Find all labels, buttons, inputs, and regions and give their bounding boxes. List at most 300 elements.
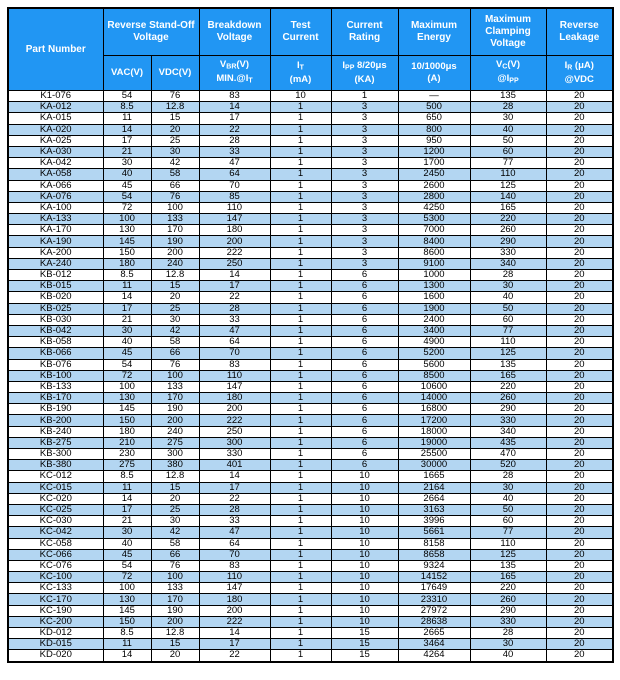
value-cell: 220 [470, 214, 546, 225]
value-cell: 40 [103, 337, 151, 348]
value-cell: 20 [546, 370, 613, 381]
table-row [8, 180, 613, 191]
table-row [8, 583, 613, 594]
value-cell: 100 [151, 202, 199, 213]
value-cell: 15 [151, 639, 199, 650]
header-sub-cell: VDC(V) [151, 56, 199, 91]
value-cell: 20 [546, 460, 613, 471]
table-row [8, 650, 613, 662]
value-cell: 20 [546, 639, 613, 650]
value-cell: 1 [270, 225, 331, 236]
value-cell: 1 [270, 258, 331, 269]
table-row [8, 214, 613, 225]
part-number-cell: KB-200 [8, 415, 103, 426]
value-cell: 42 [151, 158, 199, 169]
value-cell: 135 [470, 359, 546, 370]
part-number-cell: KB-012 [8, 270, 103, 281]
value-cell: 1 [270, 393, 331, 404]
value-cell: 72 [103, 202, 151, 213]
value-cell: 500 [398, 102, 470, 113]
value-cell: 22 [199, 124, 270, 135]
part-number-cell: KC-170 [8, 594, 103, 605]
value-cell: 28 [199, 504, 270, 515]
table-row [8, 270, 613, 281]
value-cell: 1 [270, 482, 331, 493]
value-cell: 200 [151, 616, 199, 627]
value-cell: 30 [103, 325, 151, 336]
value-cell: 1 [270, 158, 331, 169]
table-row [8, 449, 613, 460]
table-row [8, 516, 613, 527]
value-cell: 1 [270, 415, 331, 426]
value-cell: 10 [331, 616, 398, 627]
value-cell: 20 [546, 91, 613, 102]
value-cell: 1 [270, 146, 331, 157]
value-cell: 6 [331, 437, 398, 448]
value-cell: 25 [151, 135, 199, 146]
value-cell: 950 [398, 135, 470, 146]
value-cell: 70 [199, 180, 270, 191]
value-cell: 12.8 [151, 628, 199, 639]
value-cell: 27972 [398, 605, 470, 616]
value-cell: 110 [470, 538, 546, 549]
value-cell: 15 [151, 281, 199, 292]
value-cell: 6 [331, 393, 398, 404]
value-cell: 5600 [398, 359, 470, 370]
value-cell: 3 [331, 247, 398, 258]
value-cell: 58 [151, 538, 199, 549]
value-cell: 290 [470, 236, 546, 247]
value-cell: 17 [103, 135, 151, 146]
table-row [8, 337, 613, 348]
value-cell: 200 [151, 247, 199, 258]
table-row [8, 292, 613, 303]
table-row [8, 236, 613, 247]
value-cell: 3400 [398, 325, 470, 336]
value-cell: 180 [199, 393, 270, 404]
value-cell: 1 [270, 191, 331, 202]
value-cell: 3 [331, 180, 398, 191]
value-cell: 6 [331, 270, 398, 281]
value-cell: 3163 [398, 504, 470, 515]
table-row [8, 404, 613, 415]
subscript-text: BR [226, 63, 237, 70]
value-cell: 10 [331, 560, 398, 571]
value-cell: 20 [546, 616, 613, 627]
value-cell: 30 [470, 113, 546, 124]
value-cell: 222 [199, 616, 270, 627]
value-cell: 200 [151, 415, 199, 426]
value-cell: 14 [199, 270, 270, 281]
value-cell: 42 [151, 325, 199, 336]
value-cell: 145 [103, 236, 151, 247]
table-row [8, 348, 613, 359]
value-cell: 150 [103, 247, 151, 258]
part-number-cell: KC-042 [8, 527, 103, 538]
value-cell: 6 [331, 359, 398, 370]
value-cell: 20 [546, 628, 613, 639]
value-cell: 1 [270, 124, 331, 135]
value-cell: 20 [546, 549, 613, 560]
value-cell: 22 [199, 493, 270, 504]
value-cell: 1 [270, 549, 331, 560]
value-cell: 20 [546, 572, 613, 583]
value-cell: 3996 [398, 516, 470, 527]
value-cell: 4264 [398, 650, 470, 662]
value-cell: 165 [470, 572, 546, 583]
value-cell: 3 [331, 169, 398, 180]
value-cell: 60 [470, 516, 546, 527]
value-cell: 330 [470, 247, 546, 258]
value-cell: 5300 [398, 214, 470, 225]
value-cell: 8.5 [103, 270, 151, 281]
value-cell: 16800 [398, 404, 470, 415]
value-cell: 14 [103, 292, 151, 303]
value-cell: 50 [470, 303, 546, 314]
value-cell: 72 [103, 370, 151, 381]
value-cell: 2450 [398, 169, 470, 180]
value-cell: 83 [199, 91, 270, 102]
value-cell: 145 [103, 404, 151, 415]
header-sub-cell: IT (mA) [270, 56, 331, 91]
part-number-cell: KC-020 [8, 493, 103, 504]
value-cell: 45 [103, 180, 151, 191]
value-cell: 220 [470, 583, 546, 594]
value-cell: 1 [270, 236, 331, 247]
value-cell: 2400 [398, 314, 470, 325]
value-cell: 25 [151, 504, 199, 515]
value-cell: 2665 [398, 628, 470, 639]
value-cell: 20 [546, 348, 613, 359]
value-cell: 3 [331, 236, 398, 247]
part-number-cell: KD-012 [8, 628, 103, 639]
part-number-cell: KB-300 [8, 449, 103, 460]
value-cell: 20 [546, 415, 613, 426]
value-cell: 58 [151, 337, 199, 348]
part-number-cell: KC-190 [8, 605, 103, 616]
header-group-maximum-clamping-voltage: Maximum Clamping Voltage [470, 8, 546, 56]
table-row [8, 169, 613, 180]
value-cell: 15 [331, 650, 398, 662]
value-cell: 83 [199, 359, 270, 370]
part-number-cell: KC-100 [8, 572, 103, 583]
value-cell: 6 [331, 337, 398, 348]
value-cell: 17200 [398, 415, 470, 426]
value-cell: 125 [470, 549, 546, 560]
value-cell: 54 [103, 359, 151, 370]
value-cell: 20 [546, 325, 613, 336]
part-number-cell: K1-076 [8, 91, 103, 102]
value-cell: 10 [331, 527, 398, 538]
part-number-cell: KD-015 [8, 639, 103, 650]
table-row [8, 370, 613, 381]
subscript-text: PP [509, 77, 519, 85]
value-cell: 7000 [398, 225, 470, 236]
table-row [8, 628, 613, 639]
value-cell: 14 [103, 124, 151, 135]
value-cell: 30 [151, 146, 199, 157]
value-cell: 9324 [398, 560, 470, 571]
value-cell: 520 [470, 460, 546, 471]
value-cell: 1 [270, 527, 331, 538]
value-cell: 125 [470, 348, 546, 359]
value-cell: 54 [103, 91, 151, 102]
value-cell: 1 [270, 460, 331, 471]
value-cell: 17 [103, 303, 151, 314]
value-cell: 20 [546, 146, 613, 157]
value-cell: 6 [331, 449, 398, 460]
value-cell: 77 [470, 527, 546, 538]
value-cell: 10 [270, 91, 331, 102]
part-number-cell: KB-170 [8, 393, 103, 404]
value-cell: 145 [103, 605, 151, 616]
subscript-text: R [567, 64, 573, 72]
value-cell: 260 [470, 594, 546, 605]
value-cell: 1 [270, 102, 331, 113]
value-cell: 6 [331, 325, 398, 336]
part-number-cell: KA-030 [8, 146, 103, 157]
value-cell: 6 [331, 370, 398, 381]
value-cell: 100 [151, 370, 199, 381]
value-cell: 133 [151, 381, 199, 392]
value-cell: 10 [331, 538, 398, 549]
table-row [8, 258, 613, 269]
value-cell: 240 [151, 426, 199, 437]
value-cell: 17 [103, 504, 151, 515]
value-cell: 20 [546, 236, 613, 247]
part-number-cell: KA-015 [8, 113, 103, 124]
value-cell: 1 [270, 538, 331, 549]
value-cell: 200 [199, 404, 270, 415]
value-cell: 1 [270, 605, 331, 616]
value-cell: 20 [546, 471, 613, 482]
value-cell: 470 [470, 449, 546, 460]
value-cell: 15 [331, 628, 398, 639]
value-cell: 17 [199, 113, 270, 124]
value-cell: 1 [270, 381, 331, 392]
value-cell: 1 [270, 628, 331, 639]
value-cell: 110 [199, 572, 270, 583]
value-cell: 330 [470, 616, 546, 627]
value-cell: 20 [151, 650, 199, 662]
value-cell: 77 [470, 158, 546, 169]
value-cell: 435 [470, 437, 546, 448]
value-cell: 1 [270, 270, 331, 281]
value-cell: 200 [199, 605, 270, 616]
part-number-header: Part Number [8, 8, 103, 91]
table-row [8, 460, 613, 471]
value-cell: 22 [199, 292, 270, 303]
value-cell: 40 [470, 650, 546, 662]
value-cell: 45 [103, 348, 151, 359]
value-cell: 45 [103, 549, 151, 560]
value-cell: 20 [546, 650, 613, 662]
value-cell: 4250 [398, 202, 470, 213]
value-cell: 20 [546, 381, 613, 392]
value-cell: 77 [470, 325, 546, 336]
header-sub-cell: VC(V) @IPP [470, 56, 546, 91]
value-cell: 180 [103, 258, 151, 269]
value-cell: 3 [331, 113, 398, 124]
value-cell: 30 [151, 516, 199, 527]
value-cell: 6 [331, 404, 398, 415]
value-cell: 8658 [398, 549, 470, 560]
table-row [8, 549, 613, 560]
value-cell: 1 [270, 639, 331, 650]
part-number-cell: KA-133 [8, 214, 103, 225]
value-cell: 20 [546, 393, 613, 404]
value-cell: 165 [470, 202, 546, 213]
header-group-breakdown-voltage: Breakdown Voltage [199, 8, 270, 56]
part-number-cell: KA-025 [8, 135, 103, 146]
value-cell: 130 [103, 393, 151, 404]
value-cell: 20 [546, 314, 613, 325]
header-group-reverse-stand-off-voltage: Reverse Stand-Off Voltage [103, 8, 199, 56]
value-cell: 1 [270, 348, 331, 359]
value-cell: 100 [151, 572, 199, 583]
value-cell: 14 [199, 471, 270, 482]
value-cell: 180 [199, 594, 270, 605]
value-cell: 340 [470, 426, 546, 437]
value-cell: 9100 [398, 258, 470, 269]
value-cell: 76 [151, 359, 199, 370]
value-cell: 1200 [398, 146, 470, 157]
value-cell: 135 [470, 91, 546, 102]
table-row [8, 605, 613, 616]
value-cell: 1 [270, 325, 331, 336]
value-cell: 130 [103, 225, 151, 236]
value-cell: 3 [331, 158, 398, 169]
value-cell: 133 [151, 583, 199, 594]
table-row [8, 594, 613, 605]
table-row [8, 572, 613, 583]
value-cell: 300 [151, 449, 199, 460]
value-cell: 380 [151, 460, 199, 471]
value-cell: 20 [546, 404, 613, 415]
value-cell: 64 [199, 337, 270, 348]
value-cell: 340 [470, 258, 546, 269]
value-cell: 14 [199, 102, 270, 113]
value-cell: 1 [270, 359, 331, 370]
value-cell: 20 [546, 124, 613, 135]
value-cell: 20 [546, 180, 613, 191]
value-cell: 3 [331, 102, 398, 113]
table-row [8, 560, 613, 571]
value-cell: 66 [151, 549, 199, 560]
value-cell: 2600 [398, 180, 470, 191]
value-cell: 20 [546, 258, 613, 269]
value-cell: 25500 [398, 449, 470, 460]
value-cell: 15 [151, 113, 199, 124]
value-cell: 76 [151, 91, 199, 102]
table-row [8, 616, 613, 627]
value-cell: 33 [199, 314, 270, 325]
value-cell: 40 [470, 292, 546, 303]
value-cell: 28 [470, 270, 546, 281]
value-cell: 20 [546, 359, 613, 370]
part-number-cell: KB-275 [8, 437, 103, 448]
part-number-cell: KB-380 [8, 460, 103, 471]
value-cell: 6 [331, 381, 398, 392]
value-cell: 110 [470, 337, 546, 348]
value-cell: 1 [270, 594, 331, 605]
value-cell: 20 [546, 292, 613, 303]
part-number-cell: KB-133 [8, 381, 103, 392]
value-cell: 50 [470, 135, 546, 146]
value-cell: 2664 [398, 493, 470, 504]
value-cell: 20 [546, 225, 613, 236]
value-cell: 222 [199, 415, 270, 426]
value-cell: 14 [103, 650, 151, 662]
value-cell: 6 [331, 415, 398, 426]
value-cell: 20 [546, 594, 613, 605]
part-number-cell: KB-025 [8, 303, 103, 314]
table-row [8, 415, 613, 426]
value-cell: 20 [151, 124, 199, 135]
value-cell: 10 [331, 572, 398, 583]
value-cell: 58 [151, 169, 199, 180]
value-cell: 240 [151, 258, 199, 269]
value-cell: 10 [331, 583, 398, 594]
value-cell: 401 [199, 460, 270, 471]
value-cell: 3 [331, 146, 398, 157]
header-group-test-current: Test Current [270, 8, 331, 56]
value-cell: 83 [199, 560, 270, 571]
value-cell: 2164 [398, 482, 470, 493]
value-cell: 8400 [398, 236, 470, 247]
value-cell: 170 [151, 225, 199, 236]
value-cell: 1 [270, 572, 331, 583]
value-cell: 6 [331, 460, 398, 471]
value-cell: 42 [151, 527, 199, 538]
value-cell: 1700 [398, 158, 470, 169]
value-cell: 110 [199, 370, 270, 381]
value-cell: 1 [270, 202, 331, 213]
value-cell: 20 [546, 538, 613, 549]
value-cell: — [398, 91, 470, 102]
table-row [8, 493, 613, 504]
value-cell: 28 [470, 628, 546, 639]
value-cell: 3 [331, 124, 398, 135]
value-cell: 3 [331, 191, 398, 202]
table-row [8, 504, 613, 515]
value-cell: 275 [151, 437, 199, 448]
value-cell: 20 [546, 583, 613, 594]
part-number-cell: KC-030 [8, 516, 103, 527]
value-cell: 17 [199, 482, 270, 493]
part-number-cell: KA-058 [8, 169, 103, 180]
value-cell: 20 [546, 449, 613, 460]
value-cell: 150 [103, 415, 151, 426]
value-cell: 5200 [398, 348, 470, 359]
value-cell: 800 [398, 124, 470, 135]
value-cell: 1000 [398, 270, 470, 281]
value-cell: 12.8 [151, 471, 199, 482]
part-number-cell: KC-076 [8, 560, 103, 571]
value-cell: 10 [331, 594, 398, 605]
value-cell: 20 [546, 158, 613, 169]
value-cell: 133 [151, 214, 199, 225]
value-cell: 1 [270, 247, 331, 258]
table-row [8, 325, 613, 336]
value-cell: 20 [546, 516, 613, 527]
value-cell: 100 [103, 583, 151, 594]
value-cell: 76 [151, 191, 199, 202]
value-cell: 8600 [398, 247, 470, 258]
value-cell: 20 [546, 135, 613, 146]
value-cell: 147 [199, 583, 270, 594]
value-cell: 1300 [398, 281, 470, 292]
